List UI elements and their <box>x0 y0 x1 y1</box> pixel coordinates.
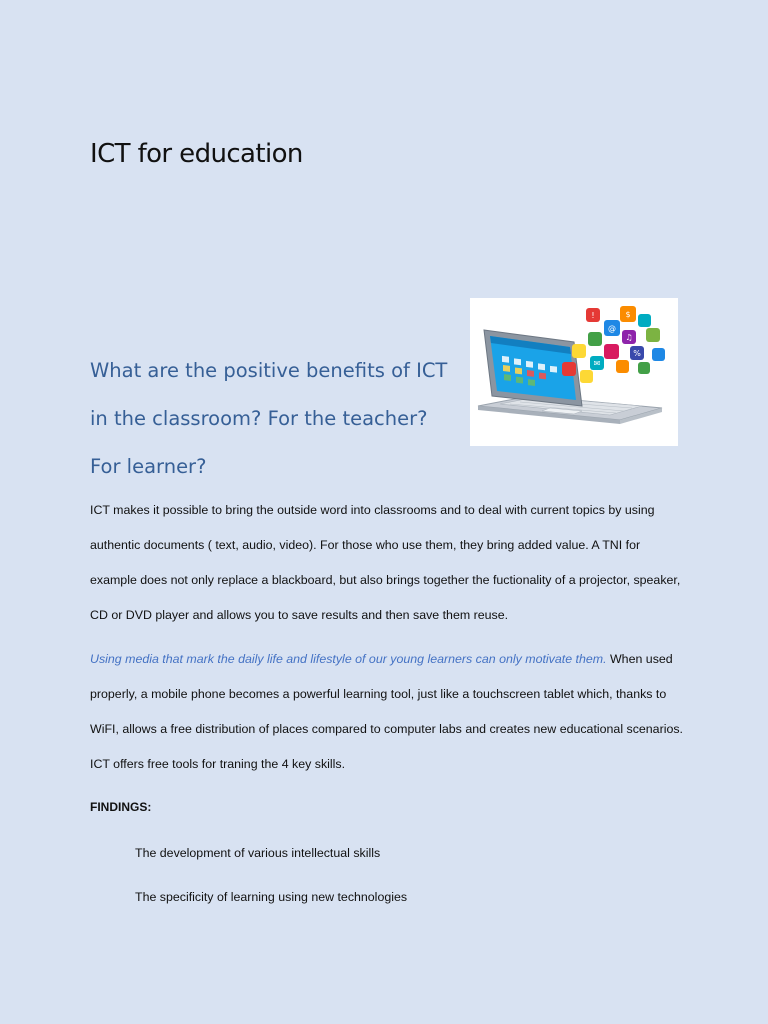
paragraph-ict-benefits: ICT makes it possible to bring the outside word into classrooms and to deal with current topics by using authentic documents ( text, audio, video). For those who use them, they bring added value. A TNI for example does not only replace a blackboard, but also brings together the fuctionality of a projector, speaker, CD or DVD player and allows you to save results and then save them reuse. <box>90 503 681 622</box>
finding-item: The development of various intellectual skills <box>135 846 381 860</box>
svg-text:✉: ✉ <box>593 359 601 368</box>
findings-label: FINDINGS: <box>90 800 152 814</box>
paragraph-media-motivation <box>90 642 690 782</box>
svg-text:%: % <box>633 349 641 358</box>
svg-text:♫: ♫ <box>625 333 633 342</box>
laptop-illustration <box>470 298 678 446</box>
paragraph-continuation: When used properly, a mobile phone becomes a powerful learning tool, just like a touchscreen tablet which, thanks to WiFI, allows a free distribution of places compared to computer labs and creates new educational scenarios. ICT offers free tools for traning the 4 key skills. <box>90 652 683 771</box>
document-title: ICT for education <box>90 139 303 169</box>
section-heading: What are the positive benefits of ICT in the classroom? For the teacher? For learner? <box>90 359 448 478</box>
emphasized-sentence: Using media that mark the daily life and lifestyle of our young learners can only motivate them. <box>90 652 607 666</box>
svg-text:!: ! <box>591 311 595 320</box>
svg-text:@: @ <box>608 324 616 333</box>
laptop-with-apps-icon <box>470 298 678 446</box>
svg-text:$: $ <box>625 310 631 319</box>
finding-item: The specificity of learning using new technologies <box>135 890 408 904</box>
